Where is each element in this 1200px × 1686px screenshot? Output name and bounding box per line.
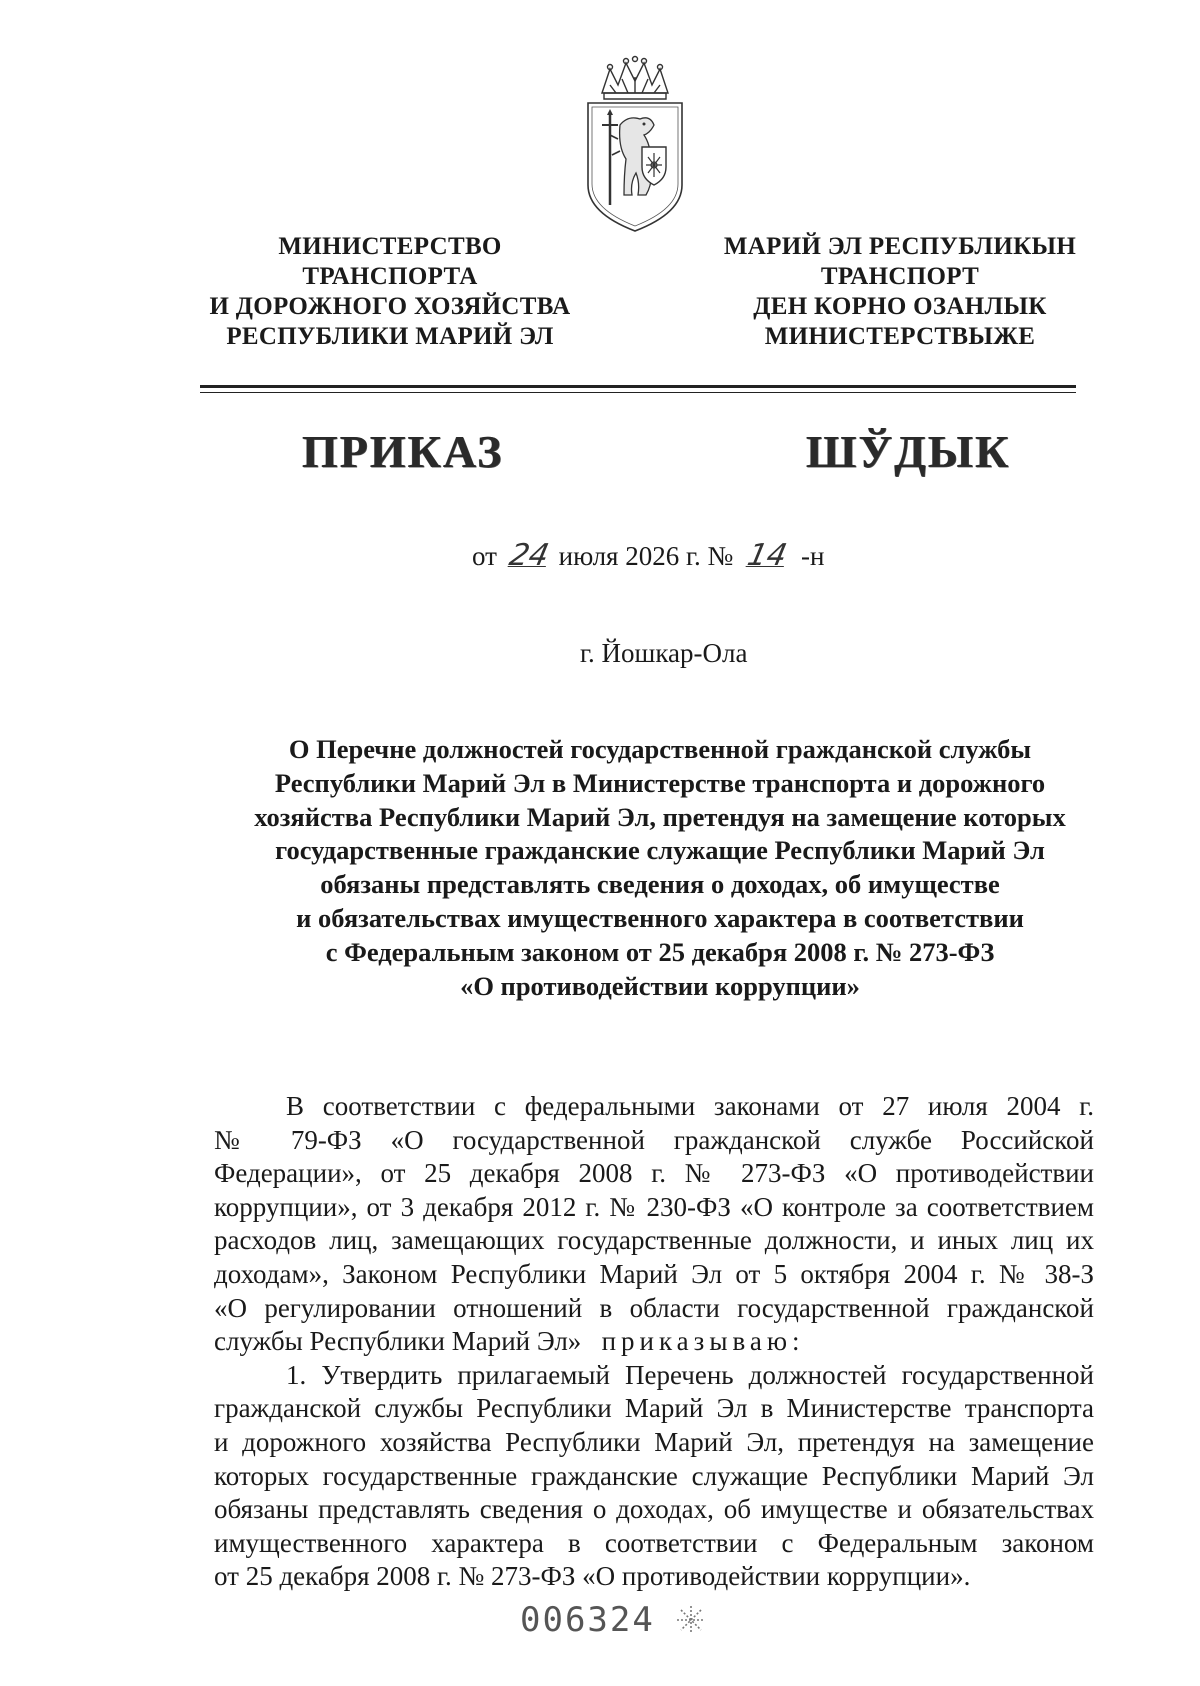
date-prefix: от	[472, 541, 497, 571]
order-number-suffix: -н	[800, 541, 825, 571]
ministry-name-line: МИНИСТЕРСТВЫЖЕ	[764, 323, 1036, 350]
body-line: 1. Утвердить прилагаемый Перечень должностей государственной	[286, 1359, 1094, 1390]
order-date-line	[472, 538, 824, 573]
ministry-name-line: ТРАНСПОРТА	[302, 263, 478, 290]
body-line: которых государственные гражданские служащие Республики Марий Эл	[214, 1460, 1094, 1491]
handwritten-day: 24	[505, 538, 552, 573]
order-word: приказываю:	[601, 1326, 805, 1357]
subject-line: государственные гражданские служащие Республики Марий Эл	[275, 835, 1045, 866]
asterisk-mark-icon	[675, 1604, 707, 1636]
date-month-year: июля 2026 г. №	[558, 541, 734, 571]
coat-of-arms-icon	[580, 55, 690, 235]
body-line: от 25 декабря 2008 г. № 273-ФЗ «О противодействии коррупции».	[214, 1561, 971, 1592]
ministry-name-russian	[180, 232, 600, 352]
subject-line: обязаны представлять сведения о доходах, об имуществе	[320, 869, 1000, 900]
subject-line: «О противодействии коррупции»	[460, 970, 860, 1001]
body-line: доходам», Законом Республики Марий Эл от 5 октября 2004 г. № 38-З	[214, 1258, 1094, 1289]
header-divider-thick	[200, 385, 1076, 388]
handwritten-order-number: 14	[744, 538, 790, 573]
subject-line: с Федеральным законом от 25 декабря 2008 г. № 273-ФЗ	[325, 936, 995, 967]
ministry-name-line: И ДОРОЖНОГО ХОЗЯЙСТВА	[209, 293, 571, 320]
body-line: службы Республики Марий Эл»	[214, 1326, 582, 1357]
body-line: гражданской службы Республики Марий Эл в Министерстве транспорта	[214, 1393, 1094, 1424]
ministry-name-line: МИНИСТЕРСТВО	[278, 233, 502, 260]
body-line: коррупции», от 3 декабря 2012 г. № 230-ФЗ «О контроле за соответствием	[214, 1191, 1094, 1222]
body-line-with-order-word	[214, 1325, 1094, 1359]
order-body	[214, 1090, 1094, 1594]
subject-line: хозяйства Республики Марий Эл, претендуя на замещение которых	[254, 801, 1066, 832]
body-line: В соответствии с федеральными законами от 27 июля 2004 г.	[286, 1091, 1094, 1121]
header-divider-thin	[200, 392, 1076, 393]
body-line: расходов лиц, замещающих государственные должности, и иных лиц их	[214, 1225, 1094, 1256]
body-line: № 79-ФЗ «О государственной гражданской службе Российской	[214, 1124, 1094, 1155]
subject-line: и обязательствах имущественного характера в соответствии	[296, 902, 1024, 933]
ministry-name-line: РЕСПУБЛИКИ МАРИЙ ЭЛ	[226, 323, 554, 350]
subject-line: О Перечне должностей государственной гражданской службы	[288, 734, 1032, 764]
ministry-name-mari	[690, 232, 1110, 352]
body-line: имущественного характера в соответствии с Федеральным законом	[214, 1527, 1094, 1558]
registration-stamp-number: 006324	[520, 1600, 655, 1640]
subject-line: Республики Марий Эл в Министерстве транспорта и дорожного	[274, 767, 1046, 798]
order-subject	[220, 733, 1100, 1003]
city-name: г. Йошкар-Ола	[580, 638, 748, 668]
body-line: «О регулировании отношений в области государственной гражданской	[214, 1292, 1094, 1323]
ministry-name-line: ДЕН КОРНО ОЗАНЛЫК	[753, 293, 1047, 320]
ministry-name-line: МАРИЙ ЭЛ РЕСПУБЛИКЫН	[723, 233, 1077, 260]
body-line: и дорожного хозяйства Республики Марий Эл, претендуя на замещение	[214, 1426, 1094, 1457]
order-title-mari: ШЎДЫК	[806, 426, 1011, 477]
order-title-russian: ПРИКАЗ	[302, 426, 504, 477]
body-line: обязаны представлять сведения о доходах, об имуществе и обязательствах	[214, 1494, 1094, 1525]
ministry-name-line: ТРАНСПОРТ	[820, 263, 980, 290]
body-line: Федерации», от 25 декабря 2008 г. № 273-ФЗ «О противодействии	[214, 1158, 1094, 1189]
